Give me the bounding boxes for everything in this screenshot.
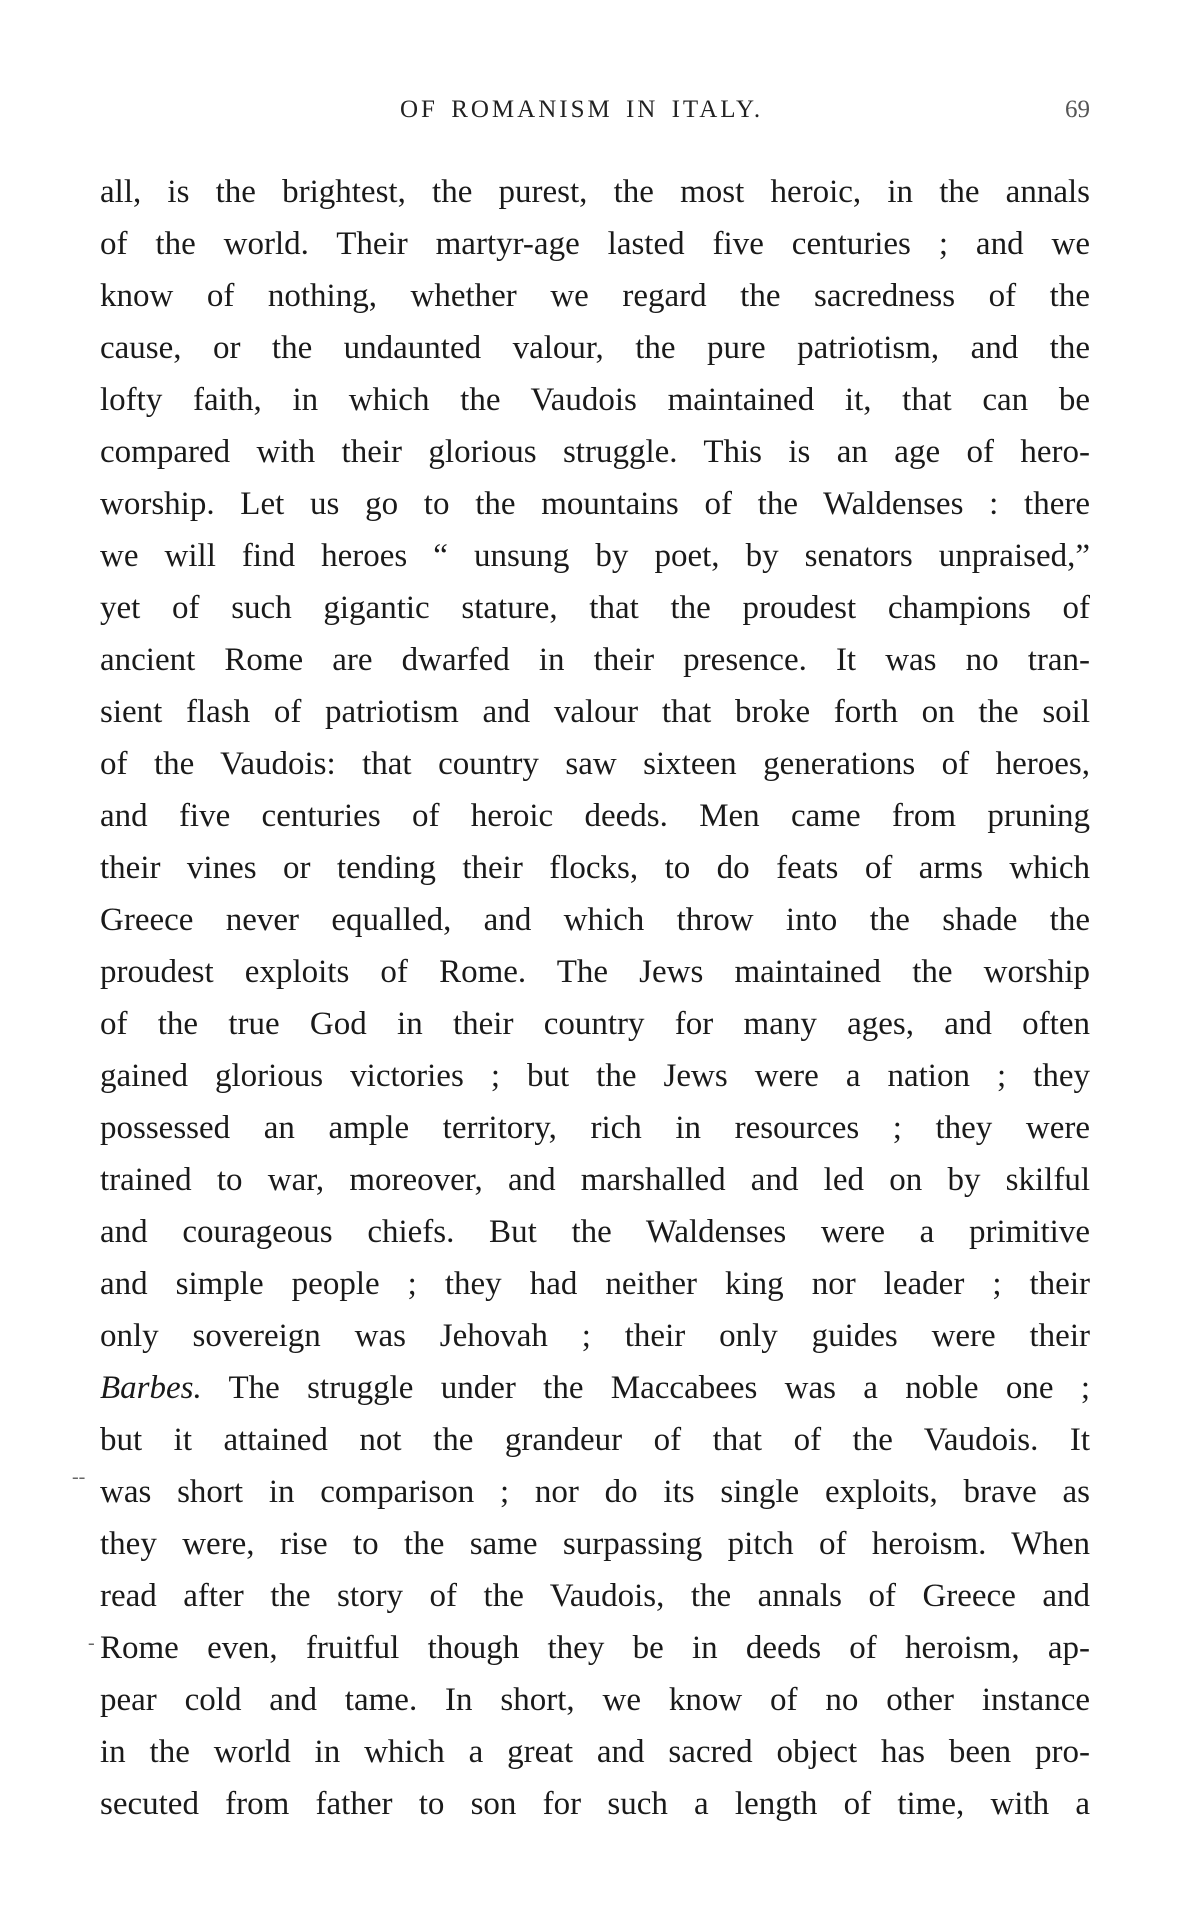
- text-line: was short in comparison ; nor do its single exploits, brave as: [100, 1474, 1090, 1510]
- text-line: pear cold and tame. In short, we know of no other instance: [100, 1682, 1090, 1718]
- text-line: but it attained not the grandeur of that of the Vaudois. It: [100, 1422, 1090, 1458]
- italic-term: Barbes.: [100, 1370, 202, 1406]
- text-line: gained glorious victories ; but the Jews were a nation ; they: [100, 1058, 1090, 1094]
- text-line: read after the story of the Vaudois, the annals of Greece and: [100, 1578, 1090, 1614]
- text-line-barbes: [100, 1362, 1090, 1414]
- text-line: and five centuries of heroic deeds. Men came from pruning: [100, 798, 1090, 834]
- text-line-rest: The struggle under the Maccabees was a noble one ;: [201, 1370, 1090, 1406]
- body-text: [100, 166, 1090, 1830]
- text-line: cause, or the undaunted valour, the pure patriotism, and the: [100, 330, 1090, 366]
- text-line: trained to war, moreover, and marshalled and led on by skilful: [100, 1162, 1090, 1198]
- text-line: and simple people ; they had neither king nor leader ; their: [100, 1266, 1090, 1302]
- text-line: of the world. Their martyr-age lasted five centuries ; and we: [100, 226, 1090, 262]
- text-line: worship. Let us go to the mountains of the Waldenses : there: [100, 486, 1090, 522]
- text-line: and courageous chiefs. But the Waldenses were a primitive: [100, 1214, 1090, 1250]
- text-line: compared with their glorious struggle. This is an age of hero-: [100, 434, 1090, 470]
- running-title: OF ROMANISM IN ITALY.: [400, 96, 764, 123]
- text-line: their vines or tending their flocks, to do feats of arms which: [100, 850, 1090, 886]
- text-line: yet of such gigantic stature, that the proudest champions of: [100, 590, 1090, 626]
- text-line: Greece never equalled, and which throw into the shade the: [100, 902, 1090, 938]
- text-line: ancient Rome are dwarfed in their presence. It was no tran-: [100, 642, 1090, 678]
- text-line: know of nothing, whether we regard the sacredness of the: [100, 278, 1090, 314]
- text-line: we will find heroes “ unsung by poet, by senators unpraised,”: [100, 538, 1090, 574]
- text-line: lofty faith, in which the Vaudois maintained it, that can be: [100, 382, 1090, 418]
- text-line: secuted from father to son for such a length of time, with a: [100, 1786, 1090, 1822]
- margin-mark: -: [88, 1632, 95, 1654]
- text-line: proudest exploits of Rome. The Jews maintained the worship: [100, 954, 1090, 990]
- text-line: Rome even, fruitful though they be in deeds of heroism, ap-: [100, 1630, 1090, 1666]
- running-head: [100, 96, 1090, 136]
- text-line: all, is the brightest, the purest, the most heroic, in the annals: [100, 174, 1090, 210]
- text-line: they were, rise to the same surpassing pitch of heroism. When: [100, 1526, 1090, 1562]
- text-line: only sovereign was Jehovah ; their only guides were their: [100, 1318, 1090, 1354]
- text-line: in the world in which a great and sacred object has been pro-: [100, 1734, 1090, 1770]
- text-line: of the true God in their country for many ages, and often: [100, 1006, 1090, 1042]
- text-line: sient flash of patriotism and valour that broke forth on the soil: [100, 694, 1090, 730]
- text-line: possessed an ample territory, rich in resources ; they were: [100, 1110, 1090, 1146]
- text-line: of the Vaudois: that country saw sixteen generations of heroes,: [100, 746, 1090, 782]
- page-number: 69: [1065, 96, 1090, 123]
- margin-mark: --: [72, 1466, 86, 1488]
